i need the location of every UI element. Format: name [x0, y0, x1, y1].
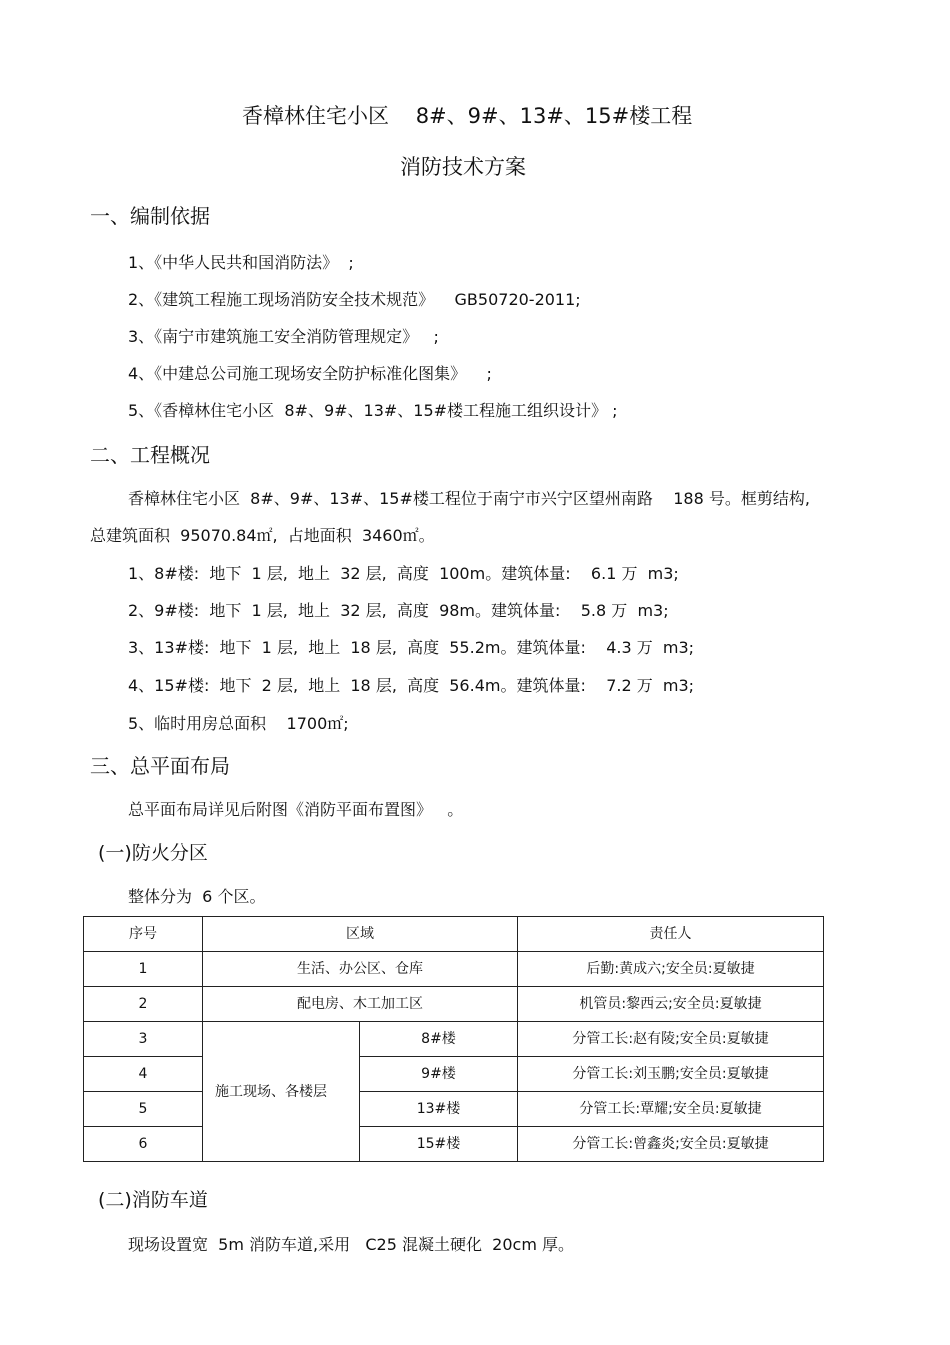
building-item-2: 2、9#楼: 地下 1 层, 地上 32 层, 高度 98m。建筑体量: 5.8 万 m3; — [128, 601, 669, 620]
subsection1-heading: (一)防火分区 — [98, 842, 208, 864]
basis-item-4: 4、《中建总公司施工现场安全防护标准化图集》 ; — [128, 364, 492, 383]
cell-no: 5 — [84, 1092, 203, 1127]
section3-heading: 三、总平面布局 — [90, 754, 230, 778]
cell-building: 13#楼 — [360, 1092, 518, 1127]
doc-title-line2: 消防技术方案 — [400, 155, 526, 179]
cell-person: 分管工长:覃耀;安全员:夏敏捷 — [518, 1092, 824, 1127]
cell-person: 分管工长:刘玉鹏;安全员:夏敏捷 — [518, 1057, 824, 1092]
cell-no: 6 — [84, 1127, 203, 1162]
layout-intro: 总平面布局详见后附图《消防平面布置图》 。 — [128, 800, 464, 819]
table-row — [84, 1022, 824, 1057]
cell-no: 2 — [84, 987, 203, 1022]
basis-item-2: 2、《建筑工程施工现场消防安全技术规范》 GB50720-2011; — [128, 290, 581, 309]
table-row — [84, 987, 824, 1022]
building-item-3: 3、13#楼: 地下 1 层, 地上 18 层, 高度 55.2m。建筑体量: 4.3 万 m3; — [128, 638, 695, 657]
cell-no: 1 — [84, 952, 203, 987]
header-zone: 区域 — [203, 917, 518, 952]
cell-no: 3 — [84, 1022, 203, 1057]
zones-intro: 整体分为 6 个区。 — [128, 887, 266, 906]
basis-item-5: 5、《香樟林住宅小区 8#、9#、13#、15#楼工程施工组织设计》 ; — [128, 401, 618, 420]
table-header-row — [84, 917, 824, 952]
section2-heading: 二、工程概况 — [90, 443, 210, 467]
table-row — [84, 952, 824, 987]
cell-zone-merged: 施工现场、各楼层 — [203, 1022, 360, 1162]
cell-person: 机管员:黎西云;安全员:夏敏捷 — [518, 987, 824, 1022]
cell-zone: 生活、办公区、仓库 — [203, 952, 518, 987]
table-row — [84, 1057, 824, 1092]
cell-person: 后勤:黄成六;安全员:夏敏捷 — [518, 952, 824, 987]
building-item-4: 4、15#楼: 地下 2 层, 地上 18 层, 高度 56.4m。建筑体量: 7.2 万 m3; — [128, 676, 695, 695]
header-person: 责任人 — [518, 917, 824, 952]
cell-zone: 配电房、木工加工区 — [203, 987, 518, 1022]
building-item-5: 5、临时用房总面积 1700㎡; — [128, 714, 349, 733]
subsection2-heading: (二)消防车道 — [98, 1189, 208, 1211]
cell-person: 分管工长:曾鑫炎;安全员:夏敏捷 — [518, 1127, 824, 1162]
overview-line-2: 总建筑面积 95070.84㎡, 占地面积 3460㎡。 — [90, 526, 435, 545]
cell-building: 8#楼 — [360, 1022, 518, 1057]
cell-no: 4 — [84, 1057, 203, 1092]
cell-person: 分管工长:赵有陵;安全员:夏敏捷 — [518, 1022, 824, 1057]
cell-building: 9#楼 — [360, 1057, 518, 1092]
building-item-1: 1、8#楼: 地下 1 层, 地上 32 层, 高度 100m。建筑体量: 6.1 万 m3; — [128, 564, 679, 583]
doc-title-line1: 香樟林住宅小区 8#、9#、13#、15#楼工程 — [242, 104, 693, 128]
table-row — [84, 1127, 824, 1162]
table-row — [84, 1092, 824, 1127]
basis-item-3: 3、《南宁市建筑施工安全消防管理规定》 ; — [128, 327, 439, 346]
fire-zone-table — [83, 916, 824, 1162]
header-no: 序号 — [84, 917, 203, 952]
section1-heading: 一、编制依据 — [90, 204, 210, 228]
cell-building: 15#楼 — [360, 1127, 518, 1162]
basis-item-1: 1、《中华人民共和国消防法》 ; — [128, 253, 354, 272]
fire-lane-text: 现场设置宽 5m 消防车道,采用 C25 混凝土硬化 20cm 厚。 — [128, 1235, 574, 1254]
overview-line-1: 香樟林住宅小区 8#、9#、13#、15#楼工程位于南宁市兴宁区望州南路 188 号。框剪结构, — [128, 489, 810, 508]
